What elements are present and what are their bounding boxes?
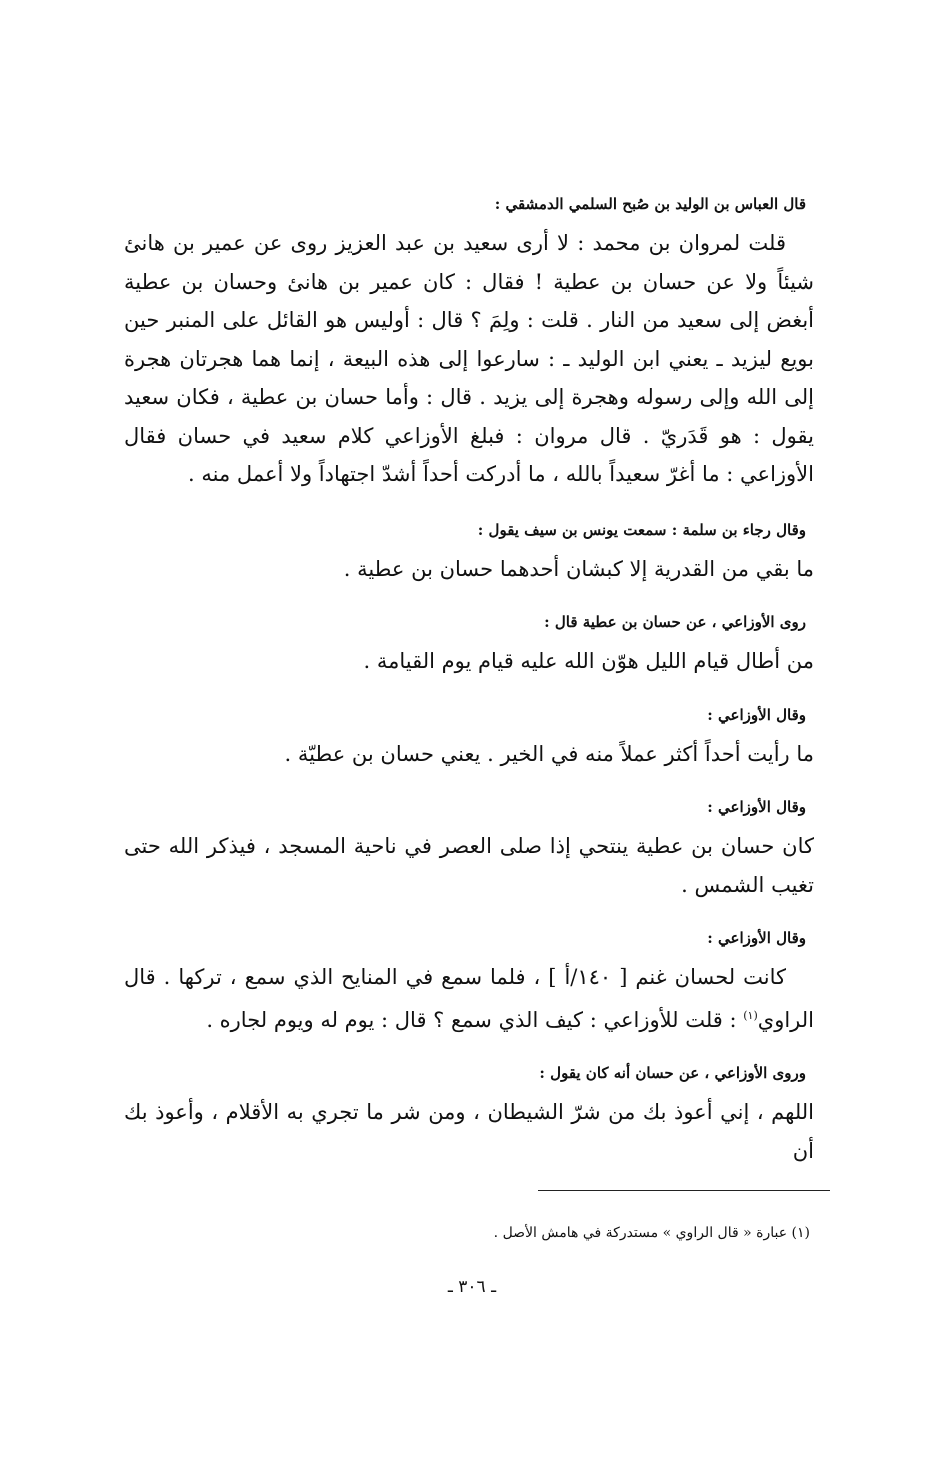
page-number: ـ ٣٠٦ ـ [447,1277,497,1297]
section-raja [124,518,814,589]
section-al-abbas [124,192,814,494]
section-text: ما بقي من القدرية إلا كبشان أحدهما حسان بن عطية . [343,556,814,581]
footnote-divider [538,1190,830,1191]
section-heading: وقال رجاء بن سلمة : سمعت يونس بن سيف يقول : [477,520,806,539]
section-heading: وقال الأوزاعي : [707,798,806,816]
section-heading: وقال الأوزاعي : [707,705,806,724]
section-awzai-1 [124,703,814,774]
section-awzai-3 [124,926,814,1039]
page-body [124,192,814,1192]
section-awzai-2 [124,795,814,904]
section-awzai-dua [124,1061,814,1170]
text-before-note: كانت لحسان غنم [ ١٤٠/أ ] ، فلما سمع في المنايح الذي سمع ، تركها . قال الراوي [124,965,814,1032]
footnote: (١) عبارة « قال الراوي » مستدركة في هامش الأصل . [493,1225,810,1241]
section-text: من أطال قيام الليل هوّن الله عليه قيام يوم القيامة . [363,649,814,673]
section-text: ما رأيت أحداً أكثر عملاً منه في الخير . يعني حسان بن عطيّة . [284,741,814,766]
section-heading: روى الأوزاعي ، عن حسان بن عطية قال : [544,613,806,631]
section-awzai-hassan [124,610,814,681]
section-text: اللهم ، إني أعوذ بك من شرّ الشيطان ، ومن شر ما تجري به الأقلام ، وأعوذ بك أن [124,1100,814,1163]
text-after-note: : قلت للأوزاعي : كيف الذي سمع ؟ قال : يوم له ويوم لجاره . [206,1007,744,1032]
section-heading: وقال الأوزاعي : [707,929,806,947]
section-heading: قال العباس بن الوليد بن صُبح السلمي الدمشقي : [494,195,806,213]
section-heading: وروى الأوزاعي ، عن حسان أنه كان يقول : [539,1064,806,1082]
section-text [124,958,814,1039]
section-text: قلت لمروان بن محمد : لا أرى سعيد بن عبد العزيز روى عن عمير بن هانئ شيئاً ولا عن حسان بن عطية ! فقال : كان عمير بن هانئ وحسان بن عطية أبغض إلى سعيد من النار . قلت : ولِمَ ؟ قال : أوليس هو القائل على المنبر حين بويع ليزيد ـ يعني ابن الوليد ـ : سارعوا إلى هذه البيعة ، إنما هما هجرتان هجرة إلى الله وإلى رسوله وهجرة إلى يزيد . قال : وأما حسان بن عطية ، فكان سعيد يقول : هو قَدَريّ . قال مروان : فبلغ الأوزاعي كلام سعيد في حسان فقال الأوزاعي : ما أغرّ سعيداً بالله ، ما أدركت أحداً أشدّ اجتهاداً ولا أعمل منه . [124,231,814,486]
section-text: كان حسان بن عطية ينتحي إذا صلى العصر في ناحية المسجد ، فيذكر الله حتى تغيب الشمس . [124,834,814,897]
footnote-reference: (١) [743,1008,758,1022]
